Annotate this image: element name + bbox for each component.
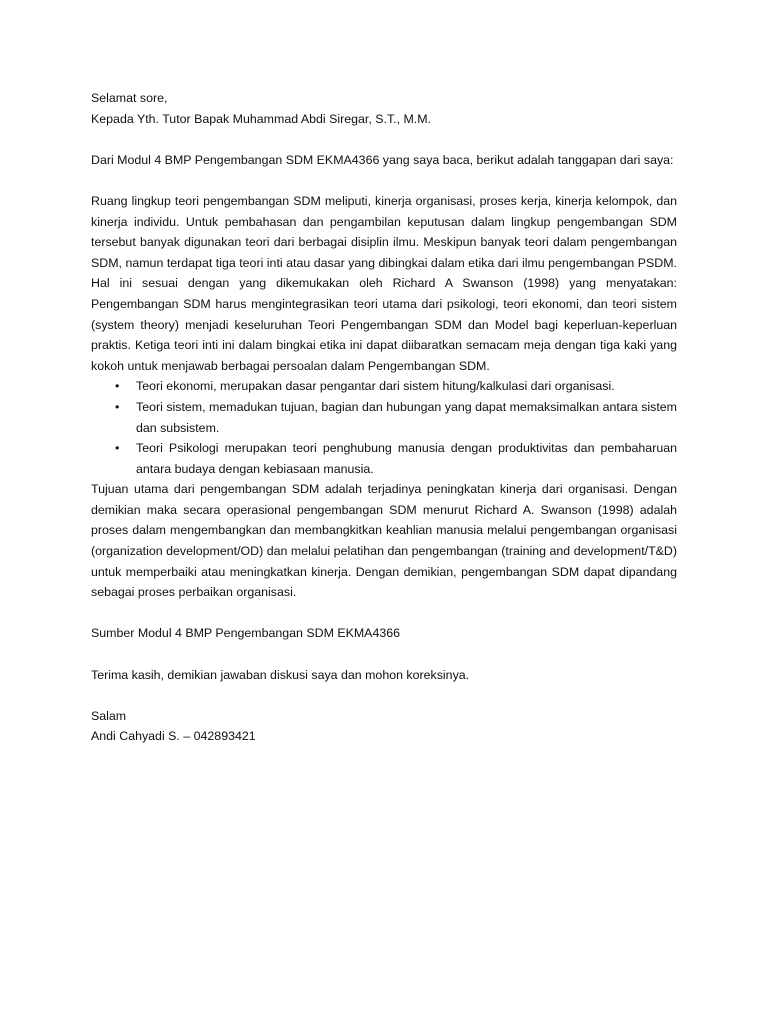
spacer (91, 129, 677, 150)
theory-list (91, 376, 677, 479)
bullet-icon: • (115, 399, 120, 414)
signature-line: Andi Cahyadi S. – 042893421 (91, 729, 256, 744)
list-item-text: Teori ekonomi, merupakan dasar pengantar dari sistem hitung/kalkulasi dari organisasi. (136, 379, 615, 394)
paragraph-scope: Ruang lingkup teori pengembangan SDM meliputi, kinerja organisasi, proses kerja, kinerja kelompok, dan kinerja individu. Untuk pembahasan dan pengambilan keputusan dalam lingkup pengembangan SDM tersebut banyak digunakan teori dari berbagai disiplin ilmu. Meskipun banyak teori dalam pengembangan SDM, namun terdapat tiga teori inti atau dasar yang dibingkai dalam etika dari ilmu pengembangan PSDM. Hal ini sesuai dengan yang dikemukakan oleh Richard A Swanson (1998) yang menyatakan: Pengembangan SDM harus mengintegrasikan teori utama dari psikologi, teori ekonomi, dan teori sistem (system theory) menjadi keseluruhan Teori Pengembangan SDM dan Model bagi keperluan-keperluan praktis. Ketiga teori inti ini dalam bingkai etika ini dapat diibaratkan semacam meja dengan tiga kaki yang kokoh untuk menjawab berbagai persoalan dalam Pengembangan SDM. (91, 193, 677, 373)
spacer (91, 603, 677, 624)
closing-line: Salam (91, 708, 127, 723)
thanks-line: Terima kasih, demikian jawaban diskusi saya dan mohon koreksinya. (91, 667, 470, 682)
recipient-line: Kepada Yth. Tutor Bapak Muhammad Abdi Siregar, S.T., M.M. (91, 111, 431, 126)
list-item (91, 397, 677, 438)
intro-line: Dari Modul 4 BMP Pengembangan SDM EKMA4366 yang saya baca, berikut adalah tanggapan dari saya: (91, 152, 674, 167)
bullet-icon: • (115, 379, 120, 394)
spacer (91, 644, 677, 665)
paragraph-purpose: Tujuan utama dari pengembangan SDM adalah terjadinya peningkatan kinerja dari organisasi. Dengan demikian maka secara operasional pengembangan SDM menurut Richard A. Swanson (1998) adalah proses dalam mengembangkan dan membangkitkan keahlian manusia melalui pengembangan organisasi (organization development/OD) dan melalui pelatihan dan pengembangan (training and development/T&D) untuk memperbaiki atau meningkatkan kinerja. Dengan demikian, pengembangan SDM dapat dipandang sebagai proses perbaikan organisasi. (91, 482, 677, 600)
list-item (91, 376, 677, 397)
source-line: Sumber Modul 4 BMP Pengembangan SDM EKMA4366 (91, 626, 401, 641)
spacer (91, 685, 677, 706)
spacer (91, 170, 677, 191)
document-page (91, 88, 677, 747)
list-item-text: Teori sistem, memadukan tujuan, bagian dan hubungan yang dapat memaksimalkan antara sistem dan subsistem. (136, 399, 677, 435)
bullet-icon: • (115, 441, 120, 456)
greeting: Selamat sore, (91, 91, 168, 105)
list-item-text: Teori Psikologi merupakan teori penghubung manusia dengan produktivitas dan pembaharuan antara budaya dengan kebiasaan manusia. (136, 441, 677, 476)
list-item (91, 438, 677, 479)
